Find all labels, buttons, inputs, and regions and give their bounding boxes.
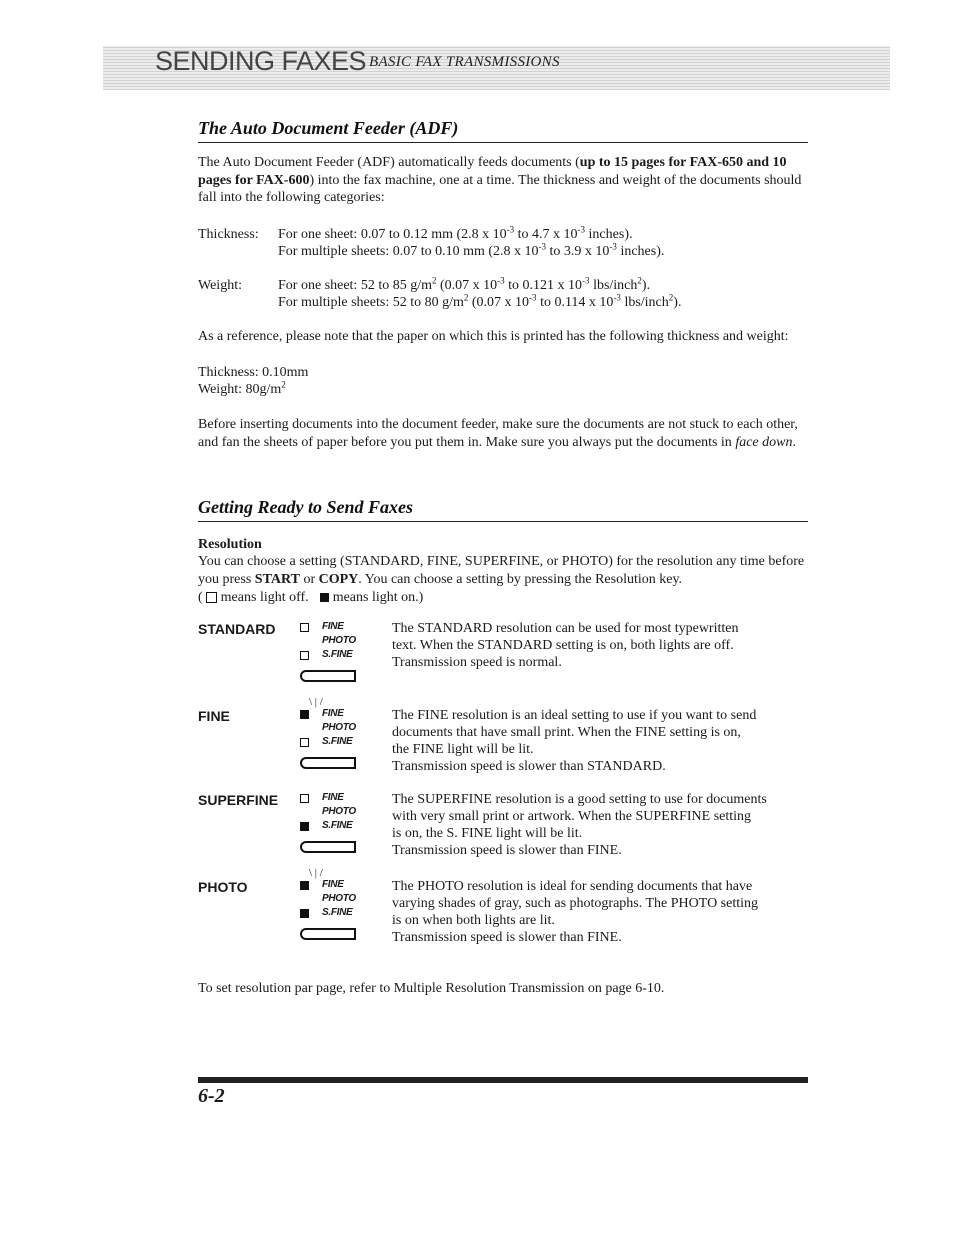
photo-label: PHOTO: [322, 722, 356, 733]
legend-off-text: means light off.: [220, 590, 309, 605]
light-rays-icon: \ | /: [309, 867, 323, 879]
fine-label: FINE: [322, 879, 344, 890]
legend-on-text: means light on.): [332, 590, 424, 605]
sfine-label: S.FINE: [322, 649, 353, 660]
page-number: 6-2: [198, 1085, 225, 1107]
footer-rule: [198, 1077, 808, 1083]
light-on-icon: [320, 593, 329, 602]
sfine-lamp-icon: [300, 822, 309, 831]
fine-label: FINE: [322, 621, 344, 632]
resolution-panel-icon: [290, 696, 370, 779]
light-off-icon: [206, 592, 217, 603]
description-line: The PHOTO resolution is ideal for sending documents that have: [392, 879, 753, 894]
resolution-key-icon: [300, 841, 356, 853]
description-line: Transmission speed is slower than STANDARD.: [392, 759, 666, 774]
description-line: varying shades of gray, such as photographs. The PHOTO setting: [392, 896, 759, 911]
photo-label: PHOTO: [322, 893, 356, 904]
description-line: text. When the STANDARD setting is on, both lights are off.: [392, 638, 734, 653]
section-title: SENDING FAXES: [155, 46, 367, 76]
description-line: is on when both lights are lit.: [392, 913, 555, 928]
ready-heading: Getting Ready to Send Faxes: [198, 497, 413, 517]
fine-label: FINE: [322, 708, 344, 719]
thickness-line-2: For multiple sheets: 0.07 to 0.10 mm (2.8 x $10^{-3}$ to 3.9 x $10^{-3}$ inches).: [278, 241, 665, 259]
adf-intro: The Auto Document Feeder (ADF) automatically feeds documents (up to 15 pages for FAX-650 and 10 pages for FAX-600) into the fax machine, one at a time. The thickness and weight of the documents should fall into the following categories:: [198, 155, 802, 205]
mode-description: [392, 707, 814, 775]
ref-thickness: Thickness: 0.10mm: [198, 365, 309, 380]
description-line: The SUPERFINE resolution is a good setting to use for documents: [392, 792, 767, 807]
light-rays-icon: \ | /: [309, 696, 323, 708]
description-line: with very small print or artwork. When the SUPERFINE setting: [392, 809, 752, 824]
insert-instructions: Before inserting documents into the document feeder, make sure the documents are not stuck to each other, and fan the sheets of paper before you put them in. Make sure you always put the documents in face down.: [198, 417, 798, 450]
fine-lamp-icon: [300, 881, 309, 890]
resolution-panel-icon: [290, 867, 370, 950]
sfine-label: S.FINE: [322, 907, 353, 918]
resolution-key-icon: [300, 757, 356, 769]
description-line: documents that have small print. When the FINE setting is on,: [392, 725, 741, 740]
mode-description: [392, 791, 814, 859]
resolution-key-icon: [300, 670, 356, 682]
sfine-label: S.FINE: [322, 736, 353, 747]
sfine-lamp-icon: [300, 738, 309, 747]
mode-description: [392, 620, 814, 671]
sfine-lamp-icon: [300, 651, 309, 660]
subsection-title: BASIC FAX TRANSMISSIONS: [369, 54, 560, 70]
description-line: is on, the S. FINE light will be lit.: [392, 826, 583, 841]
description-line: Transmission speed is slower than FINE.: [392, 930, 622, 945]
sfine-label: S.FINE: [322, 820, 353, 831]
fine-lamp-icon: [300, 794, 309, 803]
resolution-panel-icon: [290, 791, 370, 863]
mode-label: STANDARD: [198, 621, 276, 637]
fine-lamp-icon: [300, 710, 309, 719]
mode-label: PHOTO: [198, 879, 248, 895]
description-line: Transmission speed is slower than FINE.: [392, 843, 622, 858]
mode-description: [392, 878, 814, 946]
thickness-label: Thickness:: [198, 227, 259, 242]
legend-line: ( means light off. means light on.): [198, 590, 424, 605]
ref-weight: Weight: $80g/m^2$: [198, 379, 286, 397]
thickness-line-1: For one sheet: 0.07 to 0.12 mm (2.8 x $10^{-3}$ to 4.7 x $10^{-3}$ inches).: [278, 224, 633, 242]
description-line: The STANDARD resolution can be used for most typewritten: [392, 621, 739, 636]
fine-lamp-icon: [300, 623, 309, 632]
sfine-lamp-icon: [300, 909, 309, 918]
photo-label: PHOTO: [322, 635, 356, 646]
description-line: The FINE resolution is an ideal setting to use if you want to send: [392, 708, 757, 723]
fine-label: FINE: [322, 792, 344, 803]
weight-line-2: For multiple sheets: 52 to 80 $g/m^2$ (0.07 x $10^{-3}$ to 0.114 x $10^{-3}$ lbs/inch$^2$).: [278, 292, 682, 310]
reference-text: As a reference, please note that the paper on which this is printed has the following thickness and weight:: [198, 329, 789, 344]
resolution-title: Resolution: [198, 537, 262, 552]
mode-label: SUPERFINE: [198, 792, 279, 808]
photo-label: PHOTO: [322, 806, 356, 817]
resolution-panel-icon: [290, 620, 370, 692]
resolution-key-icon: [300, 928, 356, 940]
mode-label: FINE: [198, 708, 230, 724]
weight-line-1: For one sheet: 52 to 85 $g/m^2$ (0.07 x $10^{-3}$ to 0.121 x $10^{-3}$ lbs/inch$^2$).: [278, 275, 651, 293]
description-line: the FINE light will be lit.: [392, 742, 534, 757]
weight-label: Weight:: [198, 278, 242, 293]
description-line: Transmission speed is normal.: [392, 655, 562, 670]
footer-note: To set resolution par page, refer to Multiple Resolution Transmission on page 6-10.: [198, 981, 665, 996]
resolution-intro: You can choose a setting (STANDARD, FINE, SUPERFINE, or PHOTO) for the resolution any time before you press START or COPY. You can choose a setting by pressing the Resolution key.: [198, 554, 805, 587]
heading-rule: [198, 142, 808, 143]
heading-rule: [198, 521, 808, 522]
adf-heading: The Auto Document Feeder (ADF): [198, 118, 459, 138]
